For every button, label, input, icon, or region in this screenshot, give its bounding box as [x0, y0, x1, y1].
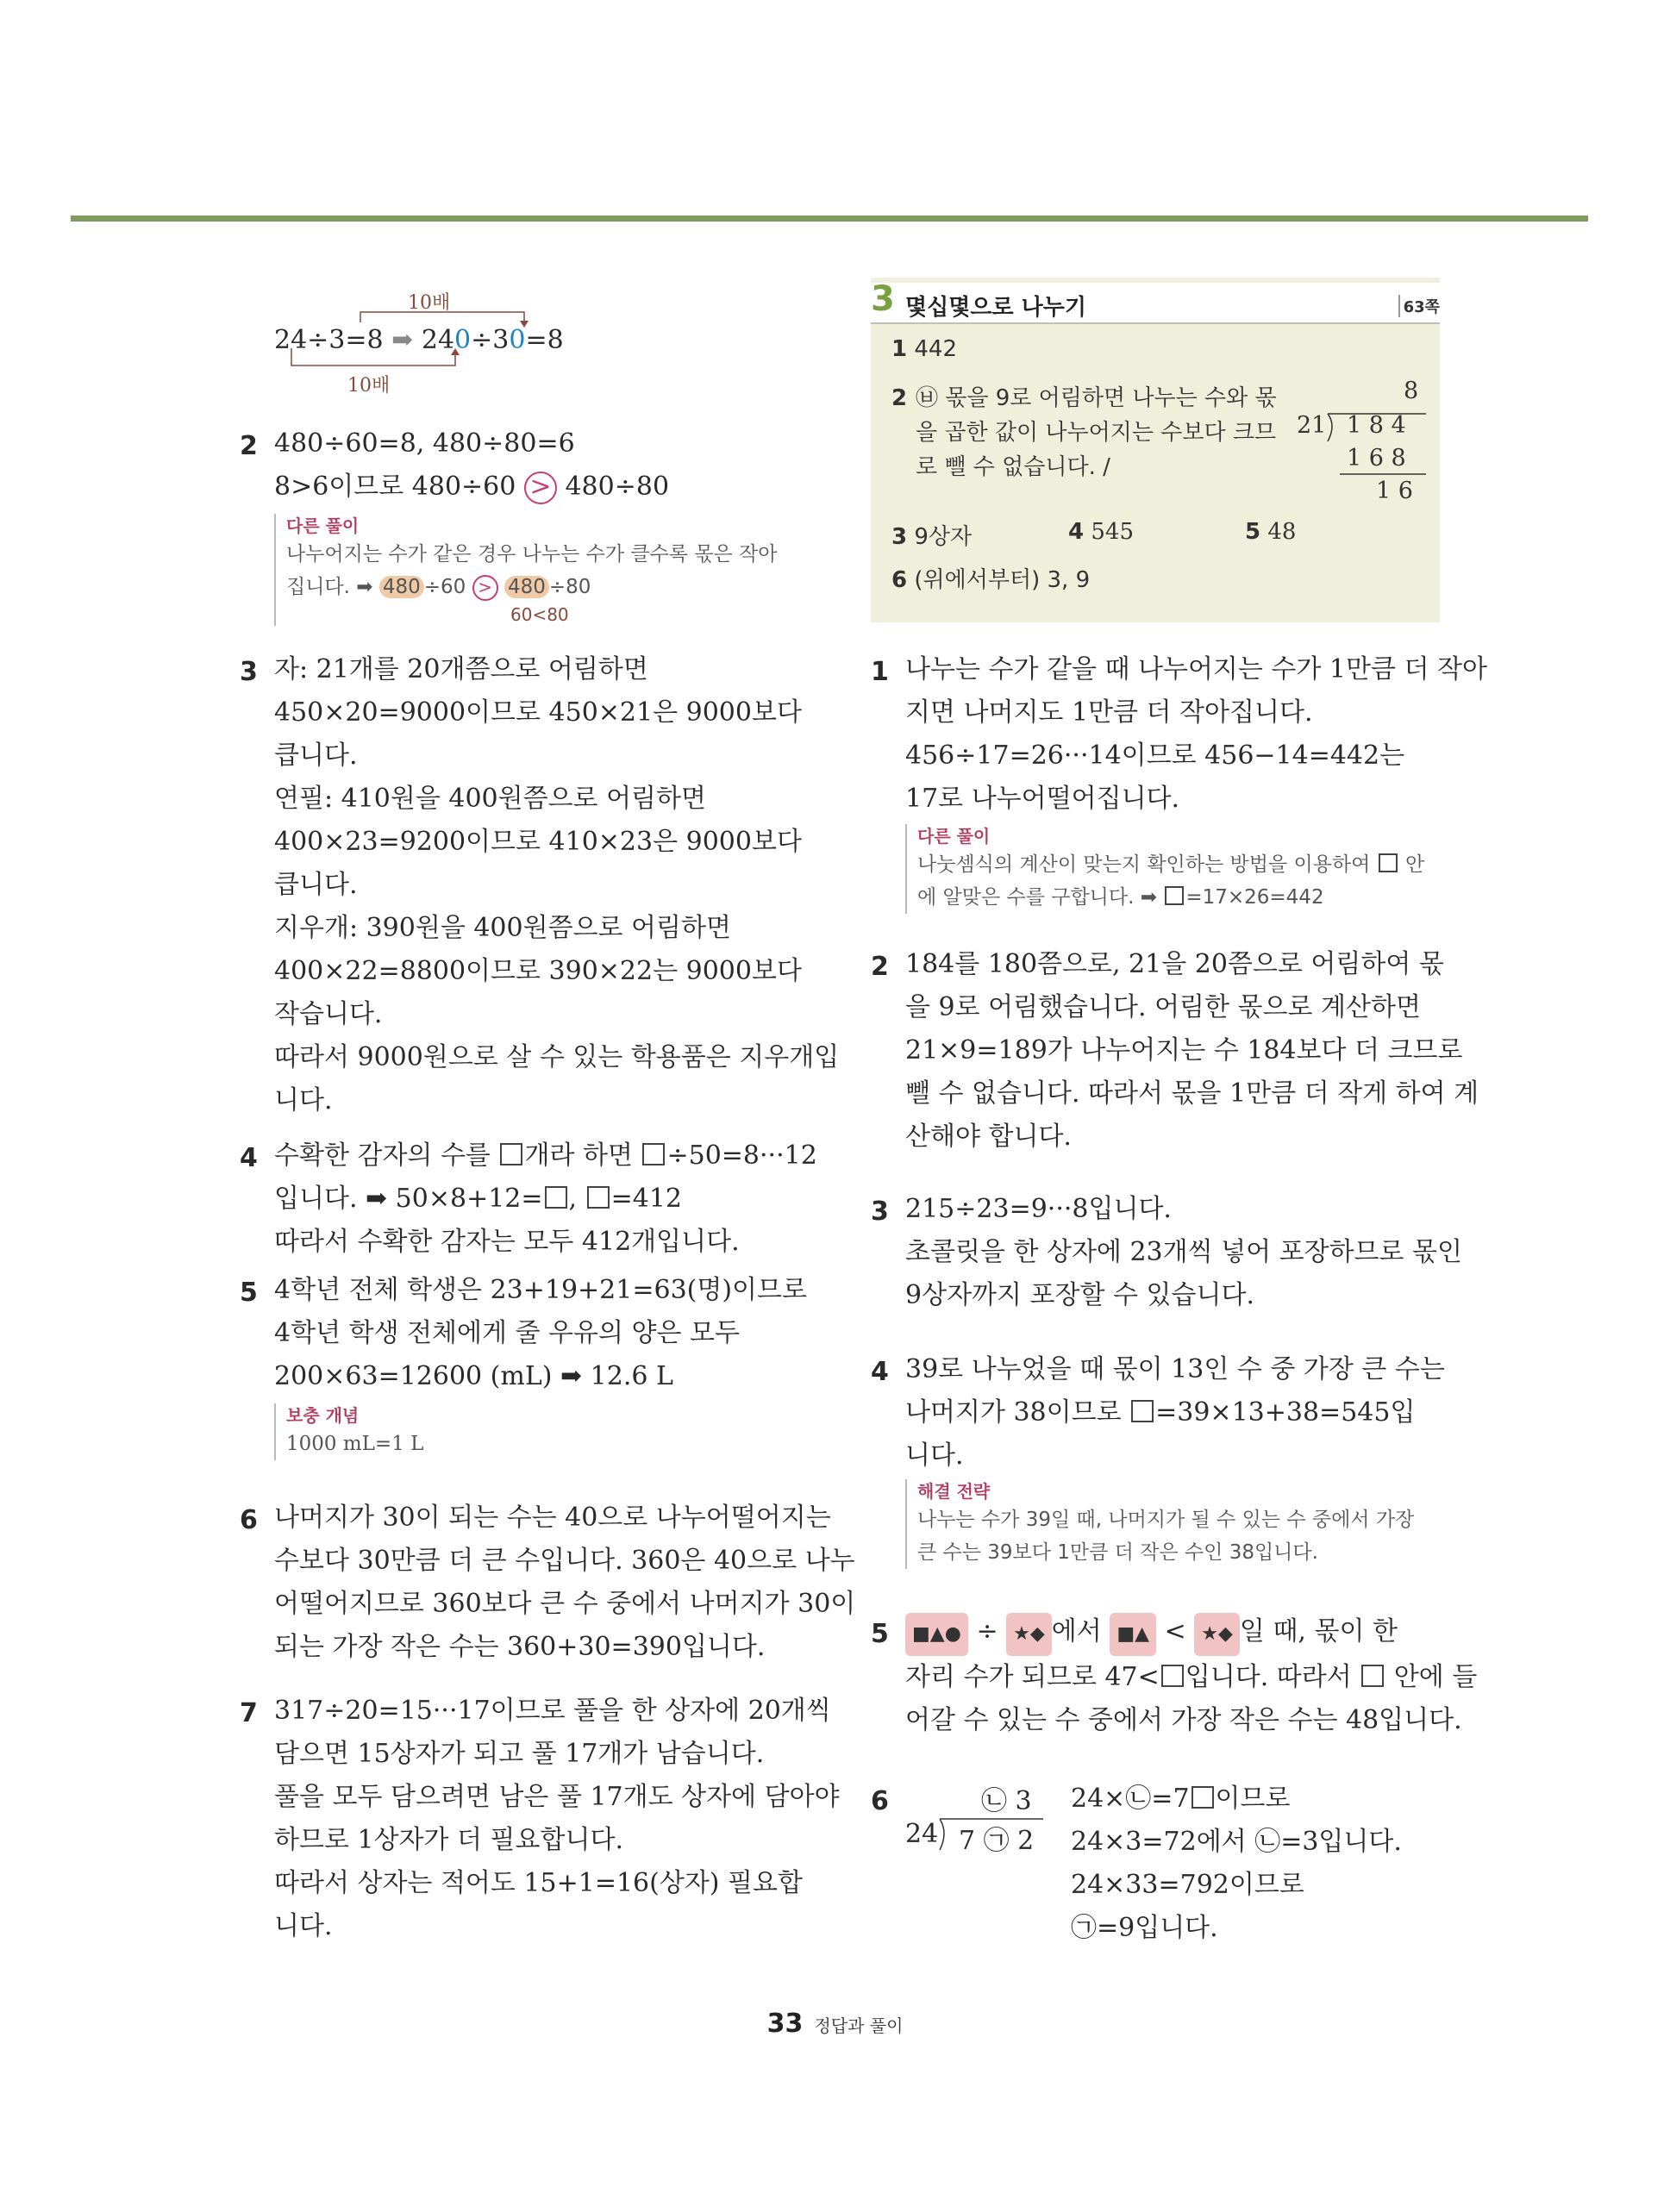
left-p3-line: 연필: 410원을 400원쯤으로 어림하면: [274, 784, 706, 814]
shape-box: ★◆: [1006, 1613, 1052, 1656]
left-problem-6-number: 6: [240, 1505, 258, 1535]
ratio-rhs-zero2: 0: [509, 325, 526, 355]
ratio-equation: [274, 319, 564, 362]
right-p4-l2a: 나머지가 38이므로: [905, 1397, 1122, 1428]
left-p3-line: 400×22=8800이므로 390×22는 9000보다: [274, 956, 802, 986]
long-division-1: [1297, 378, 1435, 516]
note2a: 에 알맞은 수를 구합니다. ➡: [917, 886, 1158, 909]
right-problem-1-number: 1: [871, 657, 889, 687]
left-problem-7-number: 7: [240, 1698, 258, 1728]
left-p7-line: 담으면 15상자가 되고 풀 17개가 남습니다.: [274, 1739, 765, 1769]
note2a: 집니다. ➡: [286, 576, 373, 598]
left-p3-line: 자: 21개를 20개쯤으로 어림하면: [274, 654, 648, 684]
left-p7-line: 317÷20=15···17이므로 풀을 한 상자에 20개씩: [274, 1696, 831, 1726]
left-problem-3-number: 3: [240, 657, 258, 687]
note-title: 다른 풀이: [286, 516, 360, 536]
left-p3-line: 450×20=9000이므로 450×21은 9000보다: [274, 697, 802, 728]
blank-box: [1131, 1400, 1154, 1422]
note1a: 나눗셈식의 계산이 맞는지 확인하는 방법을 이용하여: [917, 853, 1371, 876]
ratio-lhs: 24÷3=8: [274, 325, 384, 355]
blank-box: [1165, 886, 1184, 905]
right-p5-t1: 에서: [1051, 1616, 1102, 1647]
right-p6-line2: 24×3=72에서 ㉡=3입니다.: [1071, 1827, 1402, 1857]
left-p7-line: 니다.: [274, 1911, 333, 1941]
right-p5-line2: [905, 1656, 1478, 1699]
right-problem-6-number: 6: [871, 1786, 889, 1816]
left-p4-line3: 따라서 수확한 감자는 모두 412개입니다.: [274, 1227, 740, 1257]
div-dividend: 1 8 4: [1347, 412, 1406, 439]
ratio-rhs-c: ÷3: [471, 325, 510, 355]
div-quotient: ㉡ 3: [981, 1786, 1032, 1816]
left-p3-line: 따라서 9000원으로 살 수 있는 학용품은 지우개입: [274, 1042, 840, 1072]
answer-1: [891, 336, 957, 362]
right-p5-op2: <: [1164, 1616, 1186, 1647]
left-p4-l2b: ,: [568, 1184, 578, 1214]
left-p7-line: 풀을 모두 담으려면 남은 풀 17개도 상자에 담아야: [274, 1782, 840, 1812]
right-p5-line1: [905, 1610, 1448, 1656]
left-p4-l1a: 수확한 감자의 수를: [274, 1140, 491, 1171]
shape-box: ★◆: [1194, 1613, 1240, 1656]
footer-label: 정답과 풀이: [814, 2015, 904, 2036]
answer-6: [891, 562, 1090, 594]
note-line1: 나누어지는 수가 같은 경우 나누는 수가 클수록 몫은 작아: [286, 543, 778, 565]
page-footer: [0, 2009, 1670, 2039]
left-p7-line: 따라서 상자는 적어도 15+1=16(상자) 필요합: [274, 1868, 803, 1898]
blank-box: [587, 1186, 610, 1209]
note-title: 보충 개념: [286, 1405, 360, 1426]
left-problem-2-number: 2: [240, 431, 258, 461]
note-line2: [286, 571, 812, 603]
right-p2-line: 산해야 합니다.: [905, 1122, 1072, 1152]
note2b: 480: [379, 576, 424, 598]
left-p7-line: 하므로 1상자가 더 필요합니다.: [274, 1825, 623, 1855]
left-p3-line: 작습니다.: [274, 999, 383, 1029]
left-problem-7: [274, 1690, 840, 1948]
left-p6-line: 어떨어지므로 360보다 큰 수 중에서 나머지가 30이: [274, 1589, 856, 1619]
ratio-rhs-zero1: 0: [454, 325, 472, 355]
answer-value: 48: [1267, 519, 1297, 545]
note1b: 안: [1404, 853, 1425, 876]
blank-box: [1161, 1665, 1184, 1687]
answer-number: 1: [891, 336, 908, 362]
right-p5-l2c: 안에 들: [1393, 1662, 1478, 1692]
long-division-2: [905, 1779, 1052, 1874]
answer-2-line: ㉥ 몫을 9로 어림하면 나누는 수와 몫: [916, 385, 1277, 411]
left-p2-line1: 480÷60=8, 480÷80=6: [274, 428, 575, 459]
right-p2-line: 을 9로 어림했습니다. 어림한 몫으로 계산하면: [905, 992, 1421, 1022]
note-line2: [917, 881, 1443, 914]
shape-box: ■▲: [1110, 1613, 1156, 1656]
left-problem-5-number: 5: [240, 1278, 258, 1308]
right-problem-5: [905, 1610, 1478, 1742]
section-number: 3: [871, 279, 895, 319]
note-line1: 1000 mL=1 L: [286, 1433, 424, 1455]
blank-box: [1192, 1786, 1214, 1809]
answer-3: [891, 519, 972, 551]
answer-2-line: 로 뺄 수 없습니다. /: [916, 454, 1110, 480]
answer-number: 6: [891, 567, 908, 593]
right-p6-r1b: 이므로: [1215, 1784, 1291, 1814]
div-divisor: 21: [1297, 412, 1327, 439]
left-p2-l2b: 480÷80: [565, 472, 670, 502]
right-problem-4-number: 4: [871, 1357, 889, 1387]
note-comparison-circle: >: [472, 575, 498, 601]
right-p2-line: 184를 180쯤으로, 21을 20쯤으로 어림하여 몫: [905, 949, 1444, 979]
left-p5-line: 4학년 전체 학생은 23+19+21=63(명)이므로: [274, 1275, 807, 1305]
answer-number: 2: [891, 385, 908, 411]
left-p2-l2a: 8>6이므로 480÷60: [274, 472, 516, 502]
note-line2: 큰 수는 39보다 1만큼 더 작은 수인 38입니다.: [917, 1541, 1318, 1564]
left-p6-line: 되는 가장 작은 수는 360+30=390입니다.: [274, 1632, 766, 1662]
right-problem-2: [905, 943, 1479, 1159]
left-p4-l1c: ÷50=8···12: [666, 1140, 817, 1171]
left-problem-4: [274, 1134, 817, 1264]
right-p1-line: 456÷17=26···14이므로 456−14=442는: [905, 740, 1405, 771]
right-p2-line: 21×9=189가 나누어지는 수 184보다 더 크므로: [905, 1035, 1463, 1065]
right-problem-1: [905, 648, 1487, 914]
note2e: ÷80: [548, 576, 591, 598]
answer-value: 442: [914, 336, 957, 362]
right-p1-line: 나누는 수가 같을 때 나누어지는 수가 1만큼 더 작아: [905, 654, 1487, 684]
right-p3-line: 초콜릿을 한 상자에 23개씩 넣어 포장하므로 몫인: [905, 1237, 1463, 1267]
left-p6-line: 수보다 30만큼 더 큰 수입니다. 360은 40으로 나누: [274, 1546, 855, 1576]
left-problem-5: [274, 1269, 809, 1460]
right-p4-note: [905, 1479, 1443, 1569]
left-p3-line: 지우개: 390원을 400원쯤으로 어림하면: [274, 913, 731, 943]
answer-number: 3: [891, 524, 908, 550]
left-problem-6: [274, 1497, 856, 1669]
right-p6-line3: 24×33=792이므로: [1071, 1870, 1304, 1900]
blank-box: [500, 1143, 522, 1165]
answer-5: [1245, 519, 1296, 545]
left-p5-line: 200×63=12600 (mL) ➡ 12.6 L: [274, 1361, 673, 1391]
note2b: =17×26=442: [1185, 886, 1324, 909]
note-line3: 60<80: [510, 604, 569, 625]
ratio-bottom-label: 10배: [347, 375, 391, 397]
right-problem-4: [905, 1348, 1448, 1569]
blank-box: [1361, 1665, 1384, 1687]
answer-value: 9상자: [914, 524, 973, 550]
right-p6-line1: [1071, 1778, 1450, 1821]
right-p1-line: 17로 나누어떨어집니다.: [905, 784, 1180, 814]
left-p3-line: 니다.: [274, 1085, 333, 1115]
div-remainder: 1 6: [1376, 478, 1413, 504]
note-line1: [917, 848, 1443, 881]
left-p4-line1: [274, 1134, 817, 1178]
section-header: [871, 279, 1440, 322]
page-number: 33: [766, 2009, 804, 2039]
right-p3-line: 215÷23=9···8입니다.: [905, 1194, 1172, 1224]
answer-2: [891, 381, 1288, 484]
answer-value: 545: [1091, 519, 1134, 545]
right-problem-3: [905, 1188, 1463, 1317]
left-p2-note: [274, 514, 812, 626]
right-p1-line: 지면 나머지도 1만큼 더 작아집니다.: [905, 697, 1313, 728]
left-p3-line: 큽니다.: [274, 870, 358, 900]
right-p4-l2b: =39×13+38=545입: [1155, 1397, 1416, 1428]
right-p6-line4: ㉠=9입니다.: [1071, 1913, 1218, 1943]
right-problem-2-number: 2: [871, 952, 889, 982]
right-p4-line3: 니다.: [905, 1440, 964, 1471]
right-problem-3-number: 3: [871, 1197, 889, 1227]
note-title: 다른 풀이: [917, 826, 991, 847]
comparison-circle: >: [524, 472, 557, 504]
top-rule: [71, 216, 1588, 222]
left-problem-4-number: 4: [240, 1143, 258, 1173]
answer-number: 4: [1068, 519, 1085, 545]
answer-number: 5: [1245, 519, 1261, 545]
note2c: ÷60: [423, 576, 466, 598]
div-quotient: 8: [1404, 378, 1419, 404]
left-p4-l2a: 입니다. ➡ 50×8+12=: [274, 1184, 543, 1214]
right-p6-r1a: 24×㉡=7: [1071, 1784, 1190, 1814]
right-problem-5-number: 5: [871, 1619, 889, 1649]
note-title: 해결 전략: [917, 1481, 991, 1502]
blank-box: [642, 1143, 665, 1165]
section-title: 몇십몇으로 나누기: [905, 295, 1086, 321]
right-problem-6: [1071, 1778, 1450, 1950]
note2d: 480: [504, 576, 549, 598]
left-p3-line: 400×23=9200이므로 410×23은 9000보다: [274, 827, 802, 857]
left-p4-l2c: =412: [610, 1184, 683, 1214]
right-p5-op1: ÷: [976, 1616, 998, 1647]
right-p5-t2: 일 때, 몫이 한: [1239, 1616, 1398, 1647]
blank-box: [545, 1186, 567, 1209]
right-p2-line: 뺄 수 없습니다. 따라서 몫을 1만큼 더 작게 하여 계: [905, 1078, 1479, 1109]
answer-2-line: 을 곱한 값이 나누어지는 수보다 크므: [916, 420, 1277, 446]
page-reference: 63쪽: [1398, 295, 1440, 317]
arrow-icon: ➡: [391, 325, 414, 355]
right-p5-l2a: 자리 수가 되므로 47<: [905, 1662, 1160, 1692]
left-p5-line: 4학년 학생 전체에게 줄 우유의 양은 모두: [274, 1318, 740, 1348]
answer-value: (위에서부터) 3, 9: [914, 567, 1091, 593]
right-p1-note: [905, 824, 1443, 914]
div-dividend: 7 ㉠ 2: [959, 1826, 1035, 1856]
left-p4-line2: [274, 1178, 809, 1221]
div-divisor: 24: [905, 1819, 939, 1849]
right-p5-l2b: 입니다. 따라서: [1185, 1662, 1352, 1692]
ratio-top-label: 10배: [408, 292, 451, 314]
section-header-divider: [871, 322, 1440, 324]
left-p3-line: 큽니다.: [274, 740, 358, 771]
left-p2-line2: [274, 466, 809, 509]
left-p4-l1b: 개라 하면: [524, 1140, 633, 1171]
ratio-diagram: [274, 288, 636, 400]
right-p3-line: 9상자까지 포장할 수 있습니다.: [905, 1280, 1254, 1310]
right-p4-line2: [905, 1391, 1448, 1434]
left-p5-note: [274, 1403, 545, 1460]
ratio-rhs-e: =8: [525, 325, 564, 355]
left-p6-line: 나머지가 30이 되는 수는 40으로 나누어떨어지는: [274, 1503, 831, 1533]
shape-box: ■▲●: [905, 1613, 968, 1656]
note-line1: 나누는 수가 39일 때, 나머지가 될 수 있는 수 중에서 가장: [917, 1509, 1415, 1531]
right-p4-line1: 39로 나누었을 때 몫이 13인 수 중 가장 큰 수는: [905, 1354, 1445, 1384]
left-problem-3: [274, 648, 840, 1122]
left-problem-2: [274, 422, 809, 626]
div-subtrahend: 1 6 8: [1347, 445, 1406, 472]
ratio-rhs-a: 24: [421, 325, 455, 355]
blank-box: [1379, 853, 1398, 872]
answer-4: [1068, 519, 1134, 545]
right-p5-line3: 어갈 수 있는 수 중에서 가장 작은 수는 48입니다.: [905, 1705, 1462, 1735]
